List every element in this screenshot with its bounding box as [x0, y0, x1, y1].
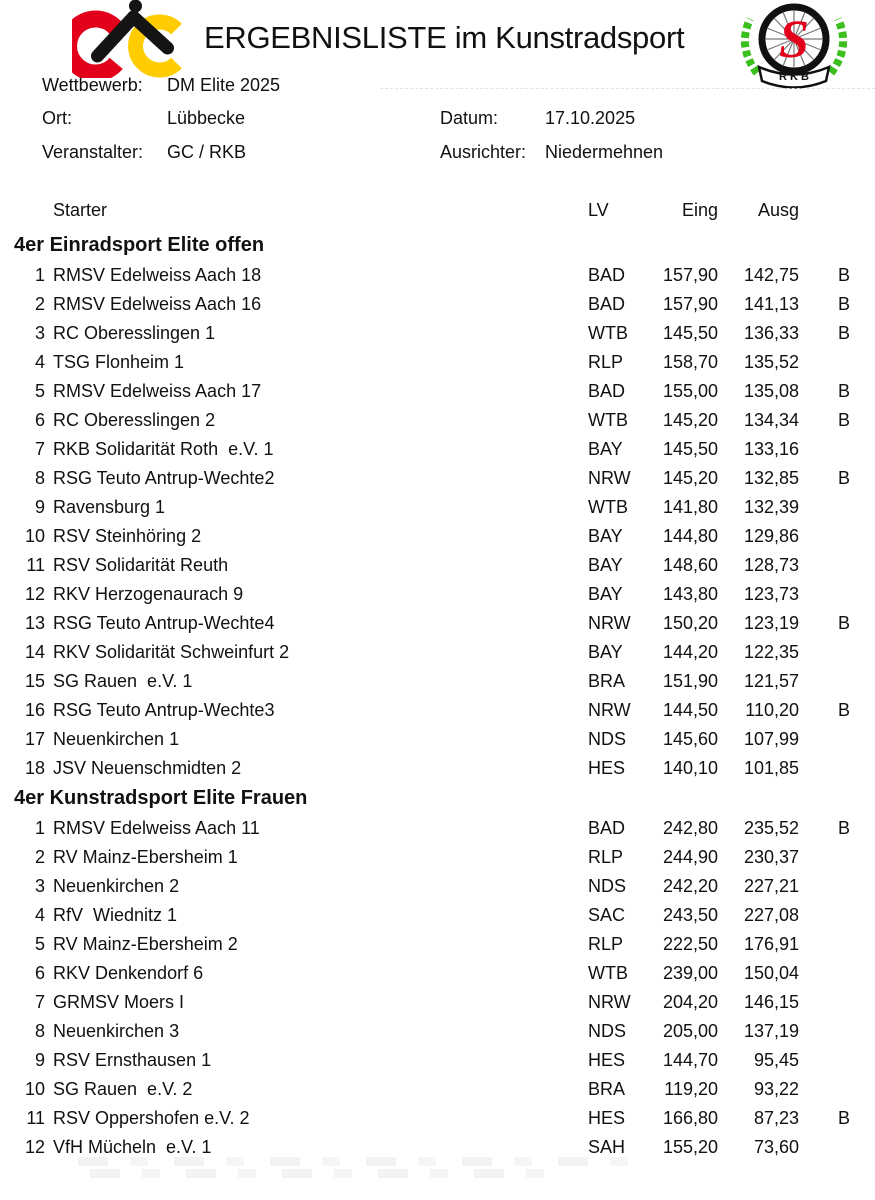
row-rank: 10	[24, 1079, 45, 1099]
table-row	[0, 959, 875, 988]
row-starter-name: RV Mainz-Ebersheim 2	[53, 934, 238, 954]
table-header-row	[0, 196, 875, 225]
table-row	[0, 609, 875, 638]
row-rank: 11	[26, 1108, 45, 1128]
row-rank: 8	[34, 468, 45, 488]
table-row	[0, 843, 875, 872]
row-lv: SAC	[588, 905, 626, 925]
row-lv: WTB	[588, 410, 628, 430]
veranstalter-value: GC / RKB	[167, 142, 247, 162]
row-lv: NDS	[588, 876, 627, 896]
row-eing: 204,20	[662, 992, 718, 1012]
row-eing: 151,90	[662, 671, 718, 691]
row-lv: RLP	[588, 352, 624, 372]
table-row	[0, 290, 875, 319]
row-eing: 144,20	[662, 642, 718, 662]
row-ausg: 132,85	[743, 468, 799, 488]
row-rank: 7	[34, 439, 45, 459]
row-lv: HES	[588, 1050, 626, 1070]
row-eing: 242,80	[662, 818, 718, 838]
row-eing: 119,20	[664, 1079, 718, 1099]
row-ausg: 141,13	[743, 294, 799, 314]
table-row	[0, 754, 875, 783]
row-rank: 6	[34, 963, 45, 983]
row-eing: 145,50	[662, 323, 718, 343]
row-ausg: 123,19	[743, 613, 799, 633]
scan-artifact-line	[380, 88, 875, 89]
row-ausg: 227,21	[743, 876, 799, 896]
row-ausg: 101,85	[743, 758, 799, 778]
table-row	[0, 348, 875, 377]
section-heading: 4er Einradsport Elite offen	[14, 234, 265, 256]
row-ausg: 176,91	[743, 934, 799, 954]
row-b-flag: B	[838, 613, 851, 633]
ort-value: Lübbecke	[167, 108, 246, 128]
row-starter-name: RKV Denkendorf 6	[53, 963, 204, 983]
table-row	[0, 377, 875, 406]
row-eing: 166,80	[662, 1108, 718, 1128]
datum-label: Datum:	[440, 108, 499, 128]
row-starter-name: JSV Neuenschmidten 2	[53, 758, 242, 778]
rkb-logo-icon	[733, 3, 855, 89]
row-ausg: 95,45	[753, 1050, 799, 1070]
table-row	[0, 580, 875, 609]
row-ausg: 134,34	[743, 410, 799, 430]
row-eing: 150,20	[662, 613, 718, 633]
row-eing: 157,90	[662, 294, 718, 314]
row-ausg: 135,08	[743, 381, 799, 401]
row-rank: 3	[34, 323, 45, 343]
row-eing: 243,50	[662, 905, 718, 925]
wettbewerb-value: DM Elite 2025	[167, 75, 281, 95]
row-b-flag: B	[838, 323, 851, 343]
row-starter-name: RMSV Edelweiss Aach 17	[53, 381, 262, 401]
row-starter-name: Neuenkirchen 2	[53, 876, 180, 896]
row-ausg: 137,19	[743, 1021, 799, 1041]
table-row	[0, 1104, 875, 1133]
table-row	[0, 930, 875, 959]
row-lv: RLP	[588, 934, 624, 954]
row-ausg: 146,15	[743, 992, 799, 1012]
row-rank: 7	[34, 992, 45, 1012]
row-eing: 144,50	[662, 700, 718, 720]
row-rank: 10	[24, 526, 45, 546]
row-rank: 15	[24, 671, 45, 691]
row-eing: 242,20	[662, 876, 718, 896]
row-rank: 9	[34, 497, 45, 517]
row-eing: 222,50	[662, 934, 718, 954]
row-rank: 4	[34, 352, 45, 372]
row-rank: 6	[34, 410, 45, 430]
row-ausg: 133,16	[743, 439, 799, 459]
row-starter-name: RSG Teuto Antrup-Wechte4	[53, 613, 275, 633]
ausrichter-label: Ausrichter:	[440, 142, 527, 162]
page-title: ERGEBNISLISTE im Kunstradsport	[204, 20, 685, 55]
row-starter-name: RC Oberesslingen 2	[53, 410, 216, 430]
row-lv: BRA	[588, 1079, 626, 1099]
row-lv: HES	[588, 758, 626, 778]
row-ausg: 135,52	[743, 352, 799, 372]
row-lv: WTB	[588, 497, 628, 517]
row-rank: 17	[24, 729, 45, 749]
row-rank: 13	[24, 613, 45, 633]
row-lv: BAY	[588, 642, 623, 662]
row-lv: BAD	[588, 818, 626, 838]
row-starter-name: RMSV Edelweiss Aach 11	[53, 818, 260, 838]
row-ausg: 230,37	[743, 847, 799, 867]
row-eing: 145,20	[662, 410, 718, 430]
row-eing: 157,90	[662, 265, 718, 285]
row-starter-name: Neuenkirchen 1	[53, 729, 180, 749]
row-eing: 145,60	[662, 729, 718, 749]
row-ausg: 235,52	[743, 818, 799, 838]
row-b-flag: B	[838, 265, 851, 285]
row-lv: BAY	[588, 526, 623, 546]
row-rank: 2	[34, 294, 45, 314]
scan-artifact-band	[90, 1169, 570, 1178]
row-rank: 5	[34, 381, 45, 401]
row-ausg: 123,73	[743, 584, 799, 604]
row-lv: BRA	[588, 671, 626, 691]
table-row	[0, 1046, 875, 1075]
row-lv: WTB	[588, 323, 628, 343]
column-header-eing: Eing	[681, 200, 718, 220]
row-starter-name: RKB Solidarität Roth e.V. 1	[53, 439, 274, 459]
row-ausg: 136,33	[743, 323, 799, 343]
row-starter-name: RSV Steinhöring 2	[53, 526, 202, 546]
row-rank: 12	[24, 1137, 45, 1157]
row-starter-name: Neuenkirchen 3	[53, 1021, 180, 1041]
column-header-lv: LV	[588, 200, 609, 220]
ausrichter-value: Niedermehnen	[545, 142, 664, 162]
table-row	[0, 551, 875, 580]
row-b-flag: B	[838, 381, 851, 401]
row-starter-name: RC Oberesslingen 1	[53, 323, 216, 343]
row-ausg: 132,39	[743, 497, 799, 517]
row-starter-name: SG Rauen e.V. 1	[53, 671, 193, 691]
row-eing: 143,80	[662, 584, 718, 604]
row-eing: 144,70	[662, 1050, 718, 1070]
table-row	[0, 638, 875, 667]
table-row	[0, 261, 875, 290]
table-row	[0, 522, 875, 551]
row-lv: NRW	[588, 992, 631, 1012]
scan-artifact-band	[78, 1157, 638, 1166]
row-rank: 3	[34, 876, 45, 896]
row-lv: RLP	[588, 847, 624, 867]
row-ausg: 73,60	[753, 1137, 799, 1157]
row-eing: 140,10	[662, 758, 718, 778]
row-ausg: 121,57	[743, 671, 799, 691]
row-starter-name: SG Rauen e.V. 2	[53, 1079, 193, 1099]
row-rank: 4	[34, 905, 45, 925]
row-eing: 205,00	[662, 1021, 718, 1041]
table-row	[0, 319, 875, 348]
row-starter-name: RKV Herzogenaurach 9	[53, 584, 244, 604]
row-starter-name: VfH Mücheln e.V. 1	[53, 1137, 212, 1157]
row-lv: WTB	[588, 963, 628, 983]
row-starter-name: RMSV Edelweiss Aach 18	[53, 265, 262, 285]
row-rank: 14	[24, 642, 45, 662]
row-rank: 1	[34, 265, 45, 285]
row-lv: BAY	[588, 584, 623, 604]
row-ausg: 227,08	[743, 905, 799, 925]
table-row	[0, 667, 875, 696]
column-header-starter: Starter	[53, 200, 108, 220]
row-lv: NDS	[588, 1021, 627, 1041]
row-rank: 9	[34, 1050, 45, 1070]
row-starter-name: RSV Ernsthausen 1	[53, 1050, 212, 1070]
row-b-flag: B	[838, 1108, 851, 1128]
row-rank: 1	[34, 818, 45, 838]
row-rank: 18	[24, 758, 45, 778]
row-ausg: 122,35	[743, 642, 799, 662]
row-rank: 11	[26, 555, 45, 575]
table-row	[0, 814, 875, 843]
row-eing: 155,20	[662, 1137, 718, 1157]
row-rank: 16	[24, 700, 45, 720]
row-starter-name: RSG Teuto Antrup-Wechte3	[53, 700, 275, 720]
row-starter-name: RMSV Edelweiss Aach 16	[53, 294, 262, 314]
table-row	[0, 464, 875, 493]
row-lv: BAD	[588, 381, 626, 401]
row-starter-name: RKV Solidarität Schweinfurt 2	[53, 642, 290, 662]
table-row	[0, 725, 875, 754]
table-row	[0, 1075, 875, 1104]
svg-text:S: S	[778, 9, 810, 69]
row-starter-name: GRMSV Moers I	[53, 992, 185, 1012]
row-lv: SAH	[588, 1137, 626, 1157]
row-lv: NRW	[588, 613, 631, 633]
table-row	[0, 1017, 875, 1046]
table-row	[0, 901, 875, 930]
row-rank: 2	[34, 847, 45, 867]
veranstalter-label: Veranstalter:	[42, 142, 144, 162]
column-header-ausg: Ausg	[757, 200, 799, 220]
row-eing: 145,20	[662, 468, 718, 488]
row-ausg: 110,20	[745, 700, 799, 720]
row-ausg: 87,23	[753, 1108, 799, 1128]
row-rank: 12	[24, 584, 45, 604]
table-row	[0, 493, 875, 522]
row-lv: NDS	[588, 729, 627, 749]
row-starter-name: RfV Wiednitz 1	[53, 905, 178, 925]
row-starter-name: RSG Teuto Antrup-Wechte2	[53, 468, 275, 488]
row-starter-name: RSV Solidarität Reuth	[53, 555, 229, 575]
row-lv: BAD	[588, 265, 626, 285]
row-b-flag: B	[838, 294, 851, 314]
row-eing: 144,80	[662, 526, 718, 546]
row-eing: 145,50	[662, 439, 718, 459]
row-eing: 239,00	[662, 963, 718, 983]
row-lv: NRW	[588, 700, 631, 720]
row-ausg: 129,86	[743, 526, 799, 546]
row-b-flag: B	[838, 468, 851, 488]
row-b-flag: B	[838, 410, 851, 430]
row-starter-name: TSG Flonheim 1	[53, 352, 185, 372]
row-ausg: 107,99	[743, 729, 799, 749]
row-eing: 158,70	[662, 352, 718, 372]
table-row	[0, 406, 875, 435]
row-ausg: 128,73	[743, 555, 799, 575]
rkb-banner-text: R K B	[779, 71, 809, 83]
gc-logo-icon	[72, 0, 190, 78]
ort-label: Ort:	[42, 108, 72, 128]
wettbewerb-label: Wettbewerb:	[42, 75, 143, 95]
row-lv: BAD	[588, 294, 626, 314]
row-eing: 148,60	[662, 555, 718, 575]
table-row	[0, 988, 875, 1017]
row-eing: 155,00	[662, 381, 718, 401]
table-row	[0, 435, 875, 464]
table-row	[0, 872, 875, 901]
row-eing: 244,90	[662, 847, 718, 867]
datum-value: 17.10.2025	[545, 108, 636, 128]
row-b-flag: B	[838, 700, 851, 720]
row-ausg: 93,22	[753, 1079, 799, 1099]
table-row	[0, 696, 875, 725]
row-ausg: 142,75	[743, 265, 799, 285]
row-eing: 141,80	[662, 497, 718, 517]
row-starter-name: RSV Oppershofen e.V. 2	[53, 1108, 250, 1128]
row-lv: NRW	[588, 468, 631, 488]
row-starter-name: Ravensburg 1	[53, 497, 166, 517]
row-lv: BAY	[588, 555, 623, 575]
row-rank: 8	[34, 1021, 45, 1041]
row-b-flag: B	[838, 818, 851, 838]
row-lv: HES	[588, 1108, 626, 1128]
row-starter-name: RV Mainz-Ebersheim 1	[53, 847, 238, 867]
row-ausg: 150,04	[743, 963, 799, 983]
row-lv: BAY	[588, 439, 623, 459]
row-rank: 5	[34, 934, 45, 954]
section-heading: 4er Kunstradsport Elite Frauen	[14, 787, 308, 809]
